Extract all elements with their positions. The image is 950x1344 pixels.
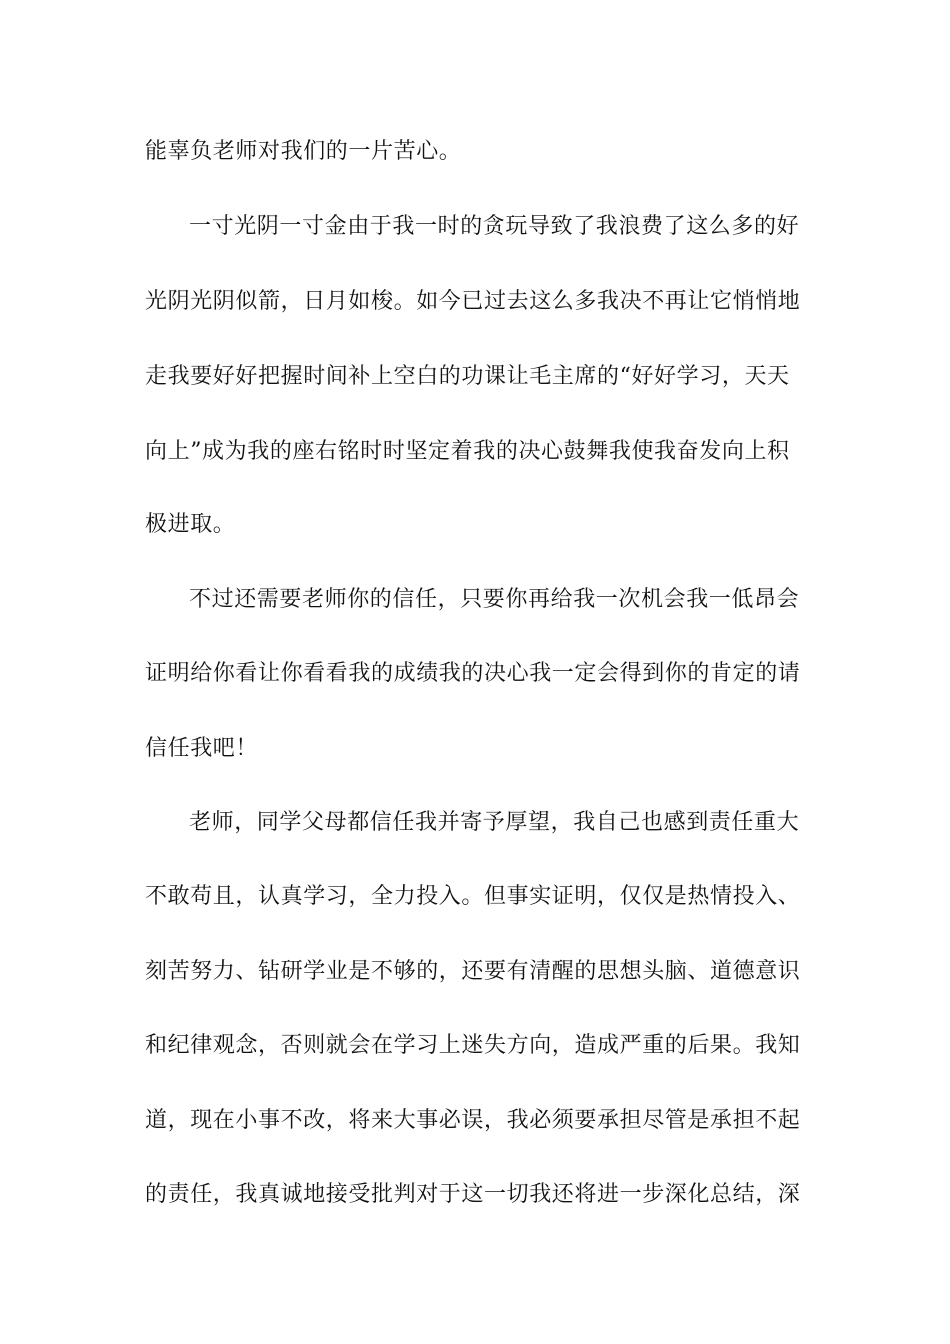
text-line: 向上”成为我的座右铭时时坚定着我的决心鼓舞我使我奋发向上积: [145, 439, 790, 464]
text-line: 走我要好好把握时间补上空白的功课让毛主席的“好好学习，天天: [145, 364, 790, 389]
text-line: 的责任，我真诚地接受批判对于这一切我还将进一步深化总结，深: [145, 1182, 801, 1207]
text-line: 和纪律观念，否则就会在学习上迷失方向，造成严重的后果。我知: [145, 1033, 801, 1058]
text-line: 极进取。: [145, 512, 236, 537]
text-line: 道，现在小事不改，将来大事必误，我必须要承担尽管是承担不起: [145, 1108, 801, 1133]
text-line: 不过还需要老师你的信任，只要你再给我一次机会我一低昂会: [189, 587, 800, 612]
text-line: 不敢苟且，认真学习，全力投入。但事实证明，仅仅是热情投入、: [145, 884, 801, 909]
text-line: 光阴光阴似箭，日月如梭。如今已过去这么多我决不再让它悄悄地: [145, 289, 801, 314]
text-line: 能辜负老师对我们的一片苦心。: [145, 139, 462, 164]
text-line: 老师，同学父母都信任我并寄予厚望，我自己也感到责任重大: [189, 810, 800, 835]
text-line: 一寸光阴一寸金由于我一时的贪玩导致了我浪费了这么多的好: [189, 214, 800, 239]
text-line: 刻苦努力、钻研学业是不够的，还要有清醒的思想头脑、道德意识: [145, 959, 801, 984]
text-line: 信任我吧！: [145, 736, 259, 761]
text-line: 证明给你看让你看看我的成绩我的决心我一定会得到你的肯定的请: [145, 661, 801, 686]
